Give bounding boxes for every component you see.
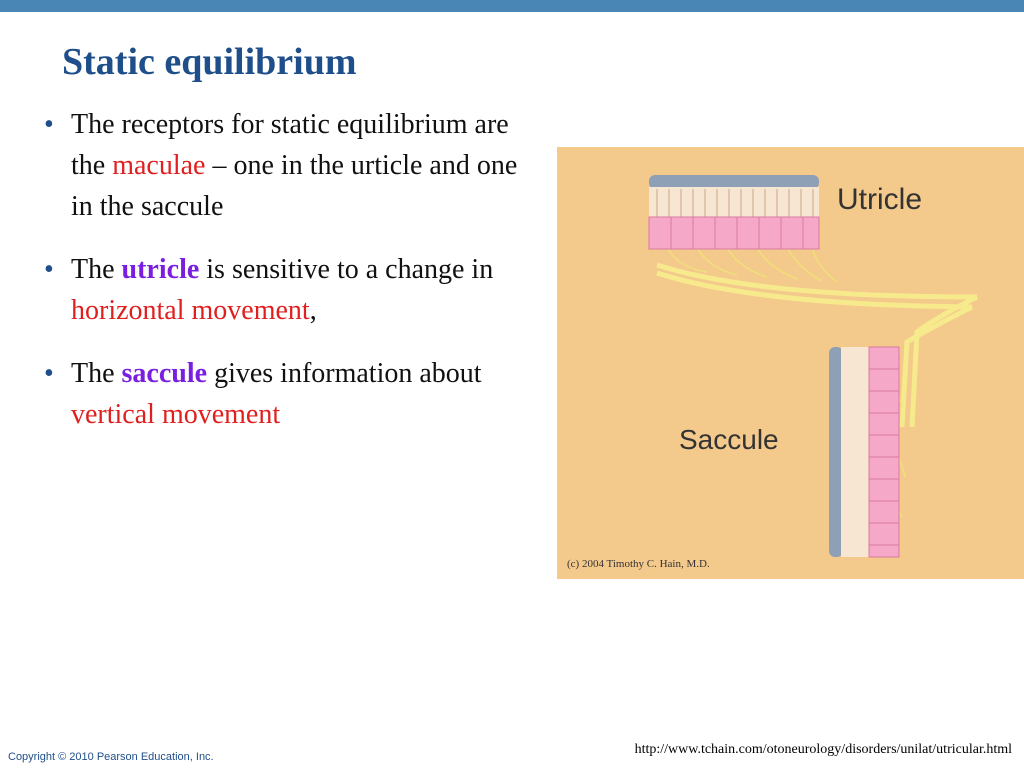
bullet-item-utricle: • The utricle is sensitive to a change in horizontal movement, xyxy=(44,249,524,331)
bullet-list xyxy=(44,104,524,457)
bullet-dot: • xyxy=(44,358,54,389)
bullet-item-maculae: • The receptors for static equilibrium are the maculae – one in the urticle and one in the saccule xyxy=(44,104,524,227)
bullet-dot: • xyxy=(44,109,54,140)
term-horizontal-movement: horizontal movement xyxy=(71,295,310,326)
label-utricle: Utricle xyxy=(837,183,923,216)
term-vertical-movement: vertical movement xyxy=(71,399,281,430)
bullet-dot: • xyxy=(44,254,54,285)
bullet-item-saccule: • The saccule gives information about vertical movement xyxy=(44,353,524,435)
saccule-macula xyxy=(829,347,899,557)
source-url: http://www.tchain.com/otoneurology/disorders/unilat/utricular.html xyxy=(634,742,1012,757)
top-accent-bar xyxy=(0,0,1024,12)
utricle-macula xyxy=(649,175,819,249)
term-saccule: saccule xyxy=(121,358,208,389)
term-utricle: utricle xyxy=(121,254,200,285)
figure-credit: (c) 2004 Timothy C. Hain, M.D. xyxy=(567,558,710,570)
term-maculae: maculae xyxy=(112,150,206,181)
copyright-notice: Copyright © 2010 Pearson Education, Inc. xyxy=(8,751,214,763)
label-saccule: Saccule xyxy=(679,424,779,455)
slide-title: Static equilibrium xyxy=(62,41,357,83)
maculae-illustration xyxy=(557,147,1024,579)
